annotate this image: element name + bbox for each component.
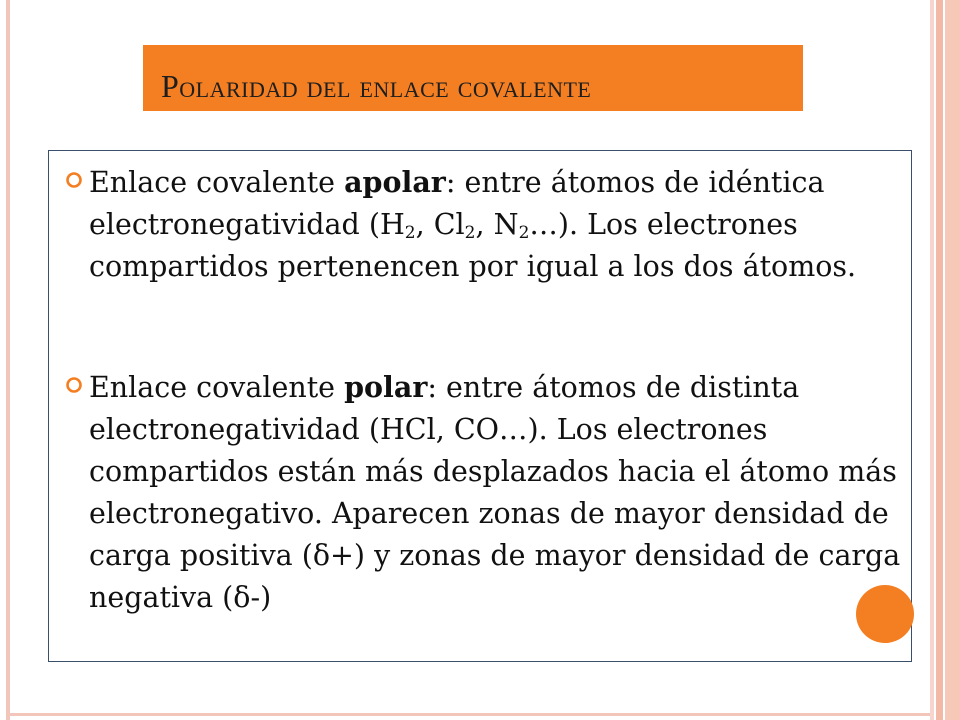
title-bar bbox=[143, 45, 803, 111]
orange-ring-bullet-icon bbox=[65, 171, 83, 189]
term-apolar: apolar bbox=[344, 165, 446, 199]
term-polar: polar bbox=[344, 370, 428, 404]
bullet-apolar: Enlace covalente apolar: entre átomos de idéntica electronegatividad ($H_2$, $Cl_2$, $N_2\dots$). Los electrones compartidos pertenencen por igual a los dos átomos. bbox=[89, 165, 857, 283]
slide-frame-bottom bbox=[6, 713, 930, 716]
slide-frame-left bbox=[6, 0, 10, 720]
content-box bbox=[48, 150, 912, 662]
slide-title: Polaridad del enlace covalente bbox=[161, 68, 592, 104]
decorative-stripes bbox=[930, 0, 960, 720]
orange-ring-bullet-icon bbox=[65, 376, 83, 394]
bullet-polar: Enlace covalente polar: entre átomos de distinta electronegatividad (HCl, CO…). Los electrones compartidos están más desplazados hacia el átomo más electronegativo. Aparecen zonas de mayor densidad de carga positiva (δ+) y zonas de mayor densidad de carga negativa (δ-) bbox=[89, 370, 901, 614]
orange-circle-icon bbox=[856, 585, 914, 643]
